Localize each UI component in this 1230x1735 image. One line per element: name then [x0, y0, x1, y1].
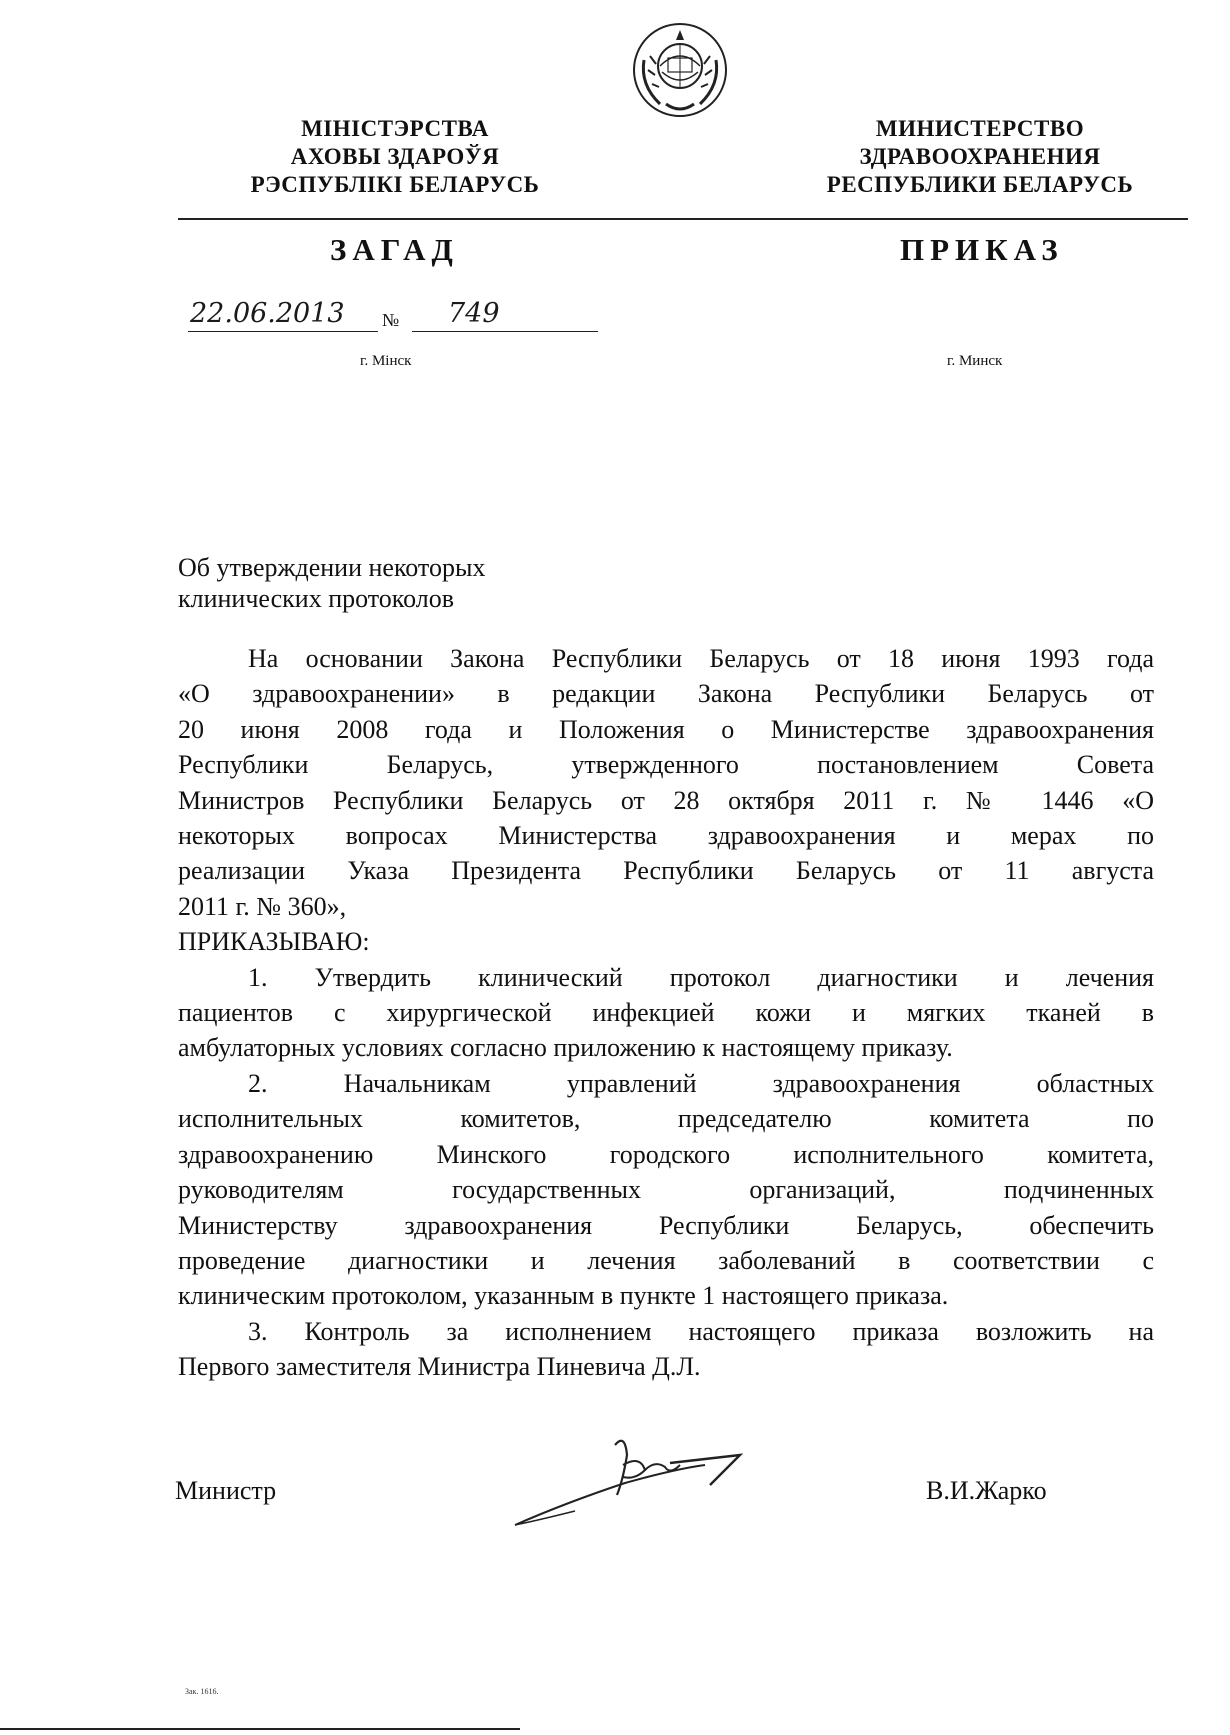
handwritten-signature	[505, 1425, 745, 1535]
city-belarusian: г. Мінск	[360, 353, 412, 369]
body-line: руководителям государственных организаций, подчиненных	[178, 1175, 1154, 1205]
body-line: 2. Начальникам управлений здравоохранения областных	[248, 1068, 1154, 1098]
signatory-name: В.И.Жарко	[926, 1476, 1047, 1505]
body-line: некоторых вопросах Министерства здравоохранения и мерах по	[178, 821, 1154, 851]
body-line: 20 июня 2008 года и Положения о Министерстве здравоохранения	[178, 714, 1154, 744]
body-line: Министерству здравоохранения Республики Беларусь, обеспечить	[178, 1210, 1154, 1240]
number-sign: №	[382, 310, 400, 330]
body-line: Первого заместителя Министра Пиневича Д.Л.	[178, 1352, 701, 1382]
ministry-header-line: РЭСПУБЛІКІ БЕЛАРУСЬ	[250, 172, 540, 197]
bottom-divider	[0, 1728, 520, 1730]
body-line: 3. Контроль за исполнением настоящего приказа возложить на	[248, 1316, 1154, 1346]
body-line: 2011 г. № 360»,	[178, 891, 347, 921]
state-emblem-icon	[630, 20, 730, 118]
subject-line: клинических протоколов	[178, 584, 455, 613]
date-underline	[188, 331, 378, 332]
ministry-header-line: МІНІСТЭРСТВА	[301, 116, 489, 141]
order-date: 22.06.2013	[190, 298, 345, 329]
order-title-russian: ПРИКАЗ	[900, 232, 1064, 267]
body-line: проведение диагностики и лечения заболеваний в соответствии с	[178, 1245, 1154, 1275]
number-underline	[412, 331, 598, 332]
subject-line: Об утверждении некоторых	[178, 553, 486, 582]
body-line: амбулаторных условиях согласно приложению к настоящему приказу.	[178, 1033, 953, 1063]
order-title-belarusian: ЗАГАД	[330, 232, 459, 267]
body-line: клиническим протоколом, указанным в пункте 1 настоящего приказа.	[178, 1281, 949, 1311]
body-line: реализации Указа Президента Республики Беларусь от 11 августа	[178, 856, 1154, 886]
body-line: Республики Беларусь, утвержденного постановлением Совета	[178, 750, 1154, 780]
city-russian: г. Минск	[947, 353, 1003, 369]
body-line: На основании Закона Республики Беларусь от 18 июня 1993 года	[248, 644, 1154, 673]
ministry-header-line: ЗДРАВООХРАНЕНИЯ	[859, 144, 1101, 169]
body-line: ПРИКАЗЫВАЮ:	[178, 927, 370, 957]
body-line: 1. Утвердить клинический протокол диагностики и лечения	[248, 962, 1154, 992]
ministry-header-russian	[790, 115, 1170, 199]
ministry-header-line: МИНИСТЕРСТВО	[875, 116, 1085, 141]
ministry-header-line: РЕСПУБЛИКИ БЕЛАРУСЬ	[826, 172, 1134, 197]
body-line: Министров Республики Беларусь от 28 октября 2011 г. № 1446 «О	[178, 785, 1154, 815]
order-body	[178, 641, 1154, 1385]
ministry-header-belarusian	[205, 115, 585, 199]
header-divider	[178, 218, 1188, 220]
signatory-title: Министр	[175, 1476, 277, 1505]
body-line: «О здравоохранении» в редакции Закона Республики Беларусь от	[178, 679, 1154, 709]
ministry-header-line: АХОВЫ ЗДАРОЎЯ	[290, 144, 500, 169]
order-subject	[178, 552, 485, 614]
body-line: пациентов с хирургической инфекцией кожи и мягких тканей в	[178, 998, 1154, 1028]
body-line: здравоохранению Минского городского исполнительного комитета,	[178, 1139, 1154, 1169]
body-line: исполнительных комитетов, председателю комитета по	[178, 1104, 1154, 1134]
order-number: 749	[448, 298, 500, 329]
print-order-mark: Зак. 1616.	[185, 1687, 219, 1696]
